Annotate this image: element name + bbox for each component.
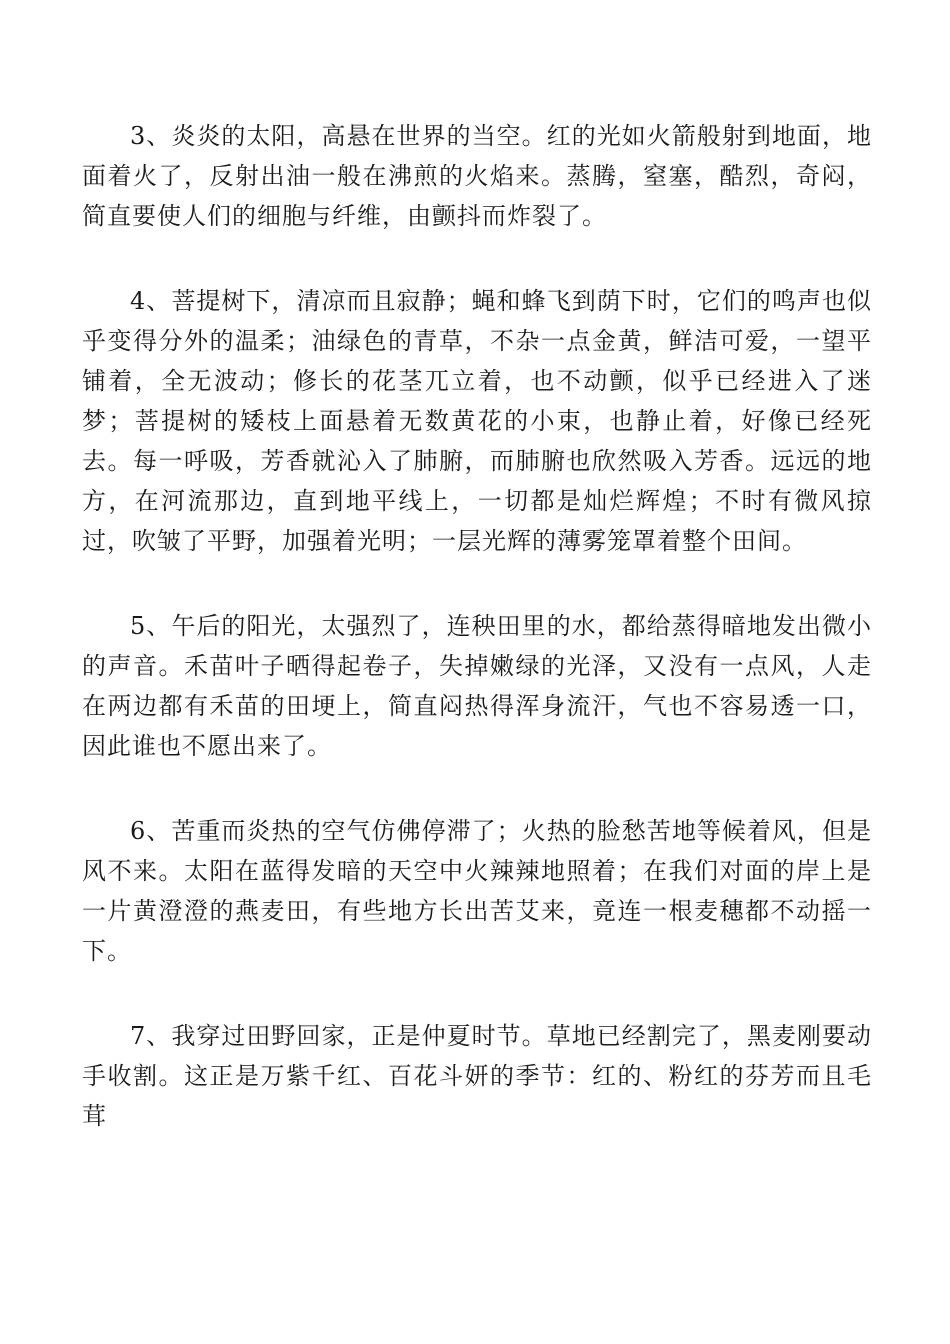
- paragraph-6: 6、苦重而炎热的空气仿佛停滞了；火热的脸愁苦地等候着风，但是风不来。太阳在蓝得发暗的天空中火辣辣地照着；在我们对面的岸上是一片黄澄澄的燕麦田，有些地方长出苦艾来，竟连一根麦穗都不动摇一下。: [82, 817, 872, 965]
- paragraph-7: 7、我穿过田野回家，正是仲夏时节。草地已经割完了，黑麦刚要动手收割。这正是万紫千红、百花斗妍的季节：红的、粉红的芬芳而且毛茸: [82, 1022, 872, 1130]
- paragraph-5: 5、午后的阳光，太强烈了，连秧田里的水，都给蒸得暗地发出微小的声音。禾苗叶子晒得起卷子，失掉嫩绿的光泽，又没有一点风，人走在两边都有禾苗的田埂上，简直闷热得浑身流汗，气也不容易透一口，因此谁也不愿出来了。: [82, 612, 872, 760]
- paragraph-4: 4、菩提树下，清凉而且寂静；蝇和蜂飞到荫下时，它们的鸣声也似乎变得分外的温柔；油绿色的青草，不杂一点金黄，鲜洁可爱，一望平铺着，全无波动；修长的花茎兀立着，也不动颤，似乎已经进入了迷梦；菩提树的矮枝上面悬着无数黄花的小束，也静止着，好像已经死去。每一呼吸，芳香就沁入了肺腑，而肺腑也欣然吸入芳香。远远的地方，在河流那边，直到地平线上，一切都是灿烂辉煌；不时有微风掠过，吹皱了平野，加强着光明；一层光辉的薄雾笼罩着整个田间。: [82, 287, 872, 555]
- paragraph-3: 3、炎炎的太阳，高悬在世界的当空。红的光如火箭般射到地面，地面着火了，反射出油一般在沸煎的火焰来。蒸腾，窒塞，酷烈，奇闷，简直要使人们的细胞与纤维，由颤抖而炸裂了。: [82, 122, 872, 230]
- document-body: [82, 116, 872, 1136]
